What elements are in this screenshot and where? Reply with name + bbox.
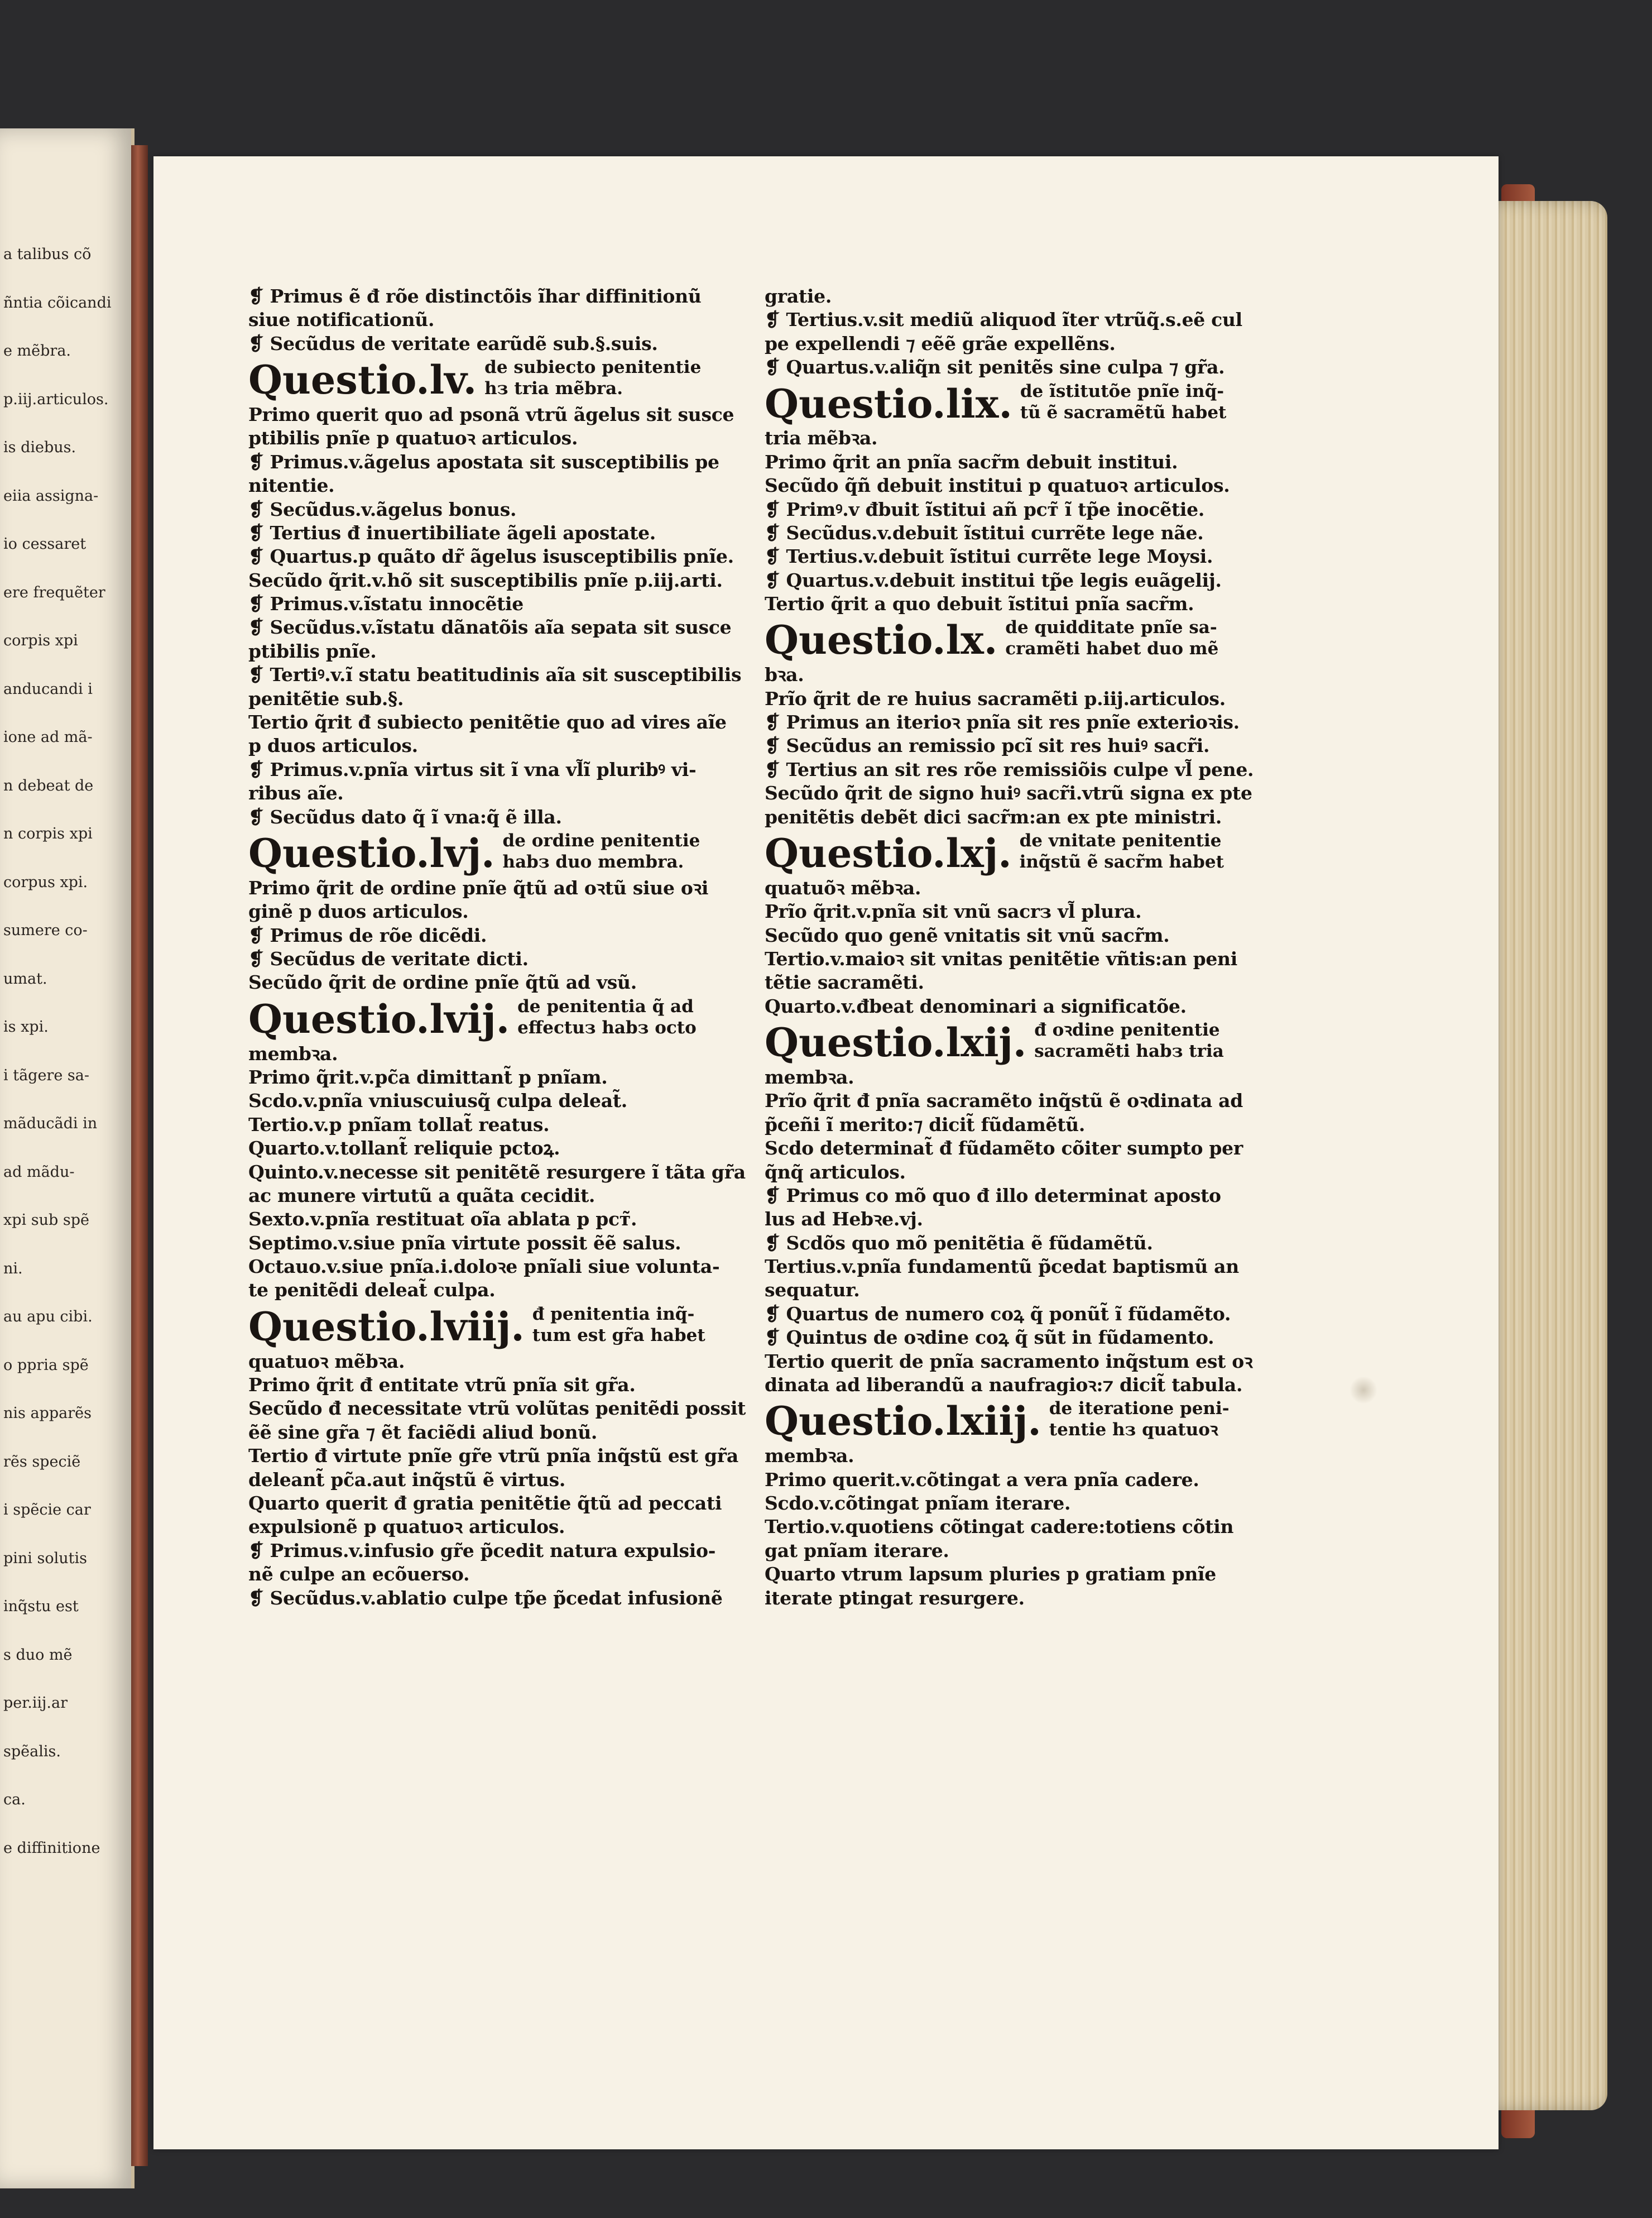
left-page-fragment: e mẽbra. (3, 342, 71, 360)
text-line: Primo q̃rit đ entitate vtrũ pnĩa sit gr̃a. (248, 1374, 636, 1396)
left-page-fragment: inq̃stu est (3, 1598, 79, 1615)
text-line: ❡ Secũdus.v.debuit ĩstitui currẽte lege nãe. (765, 521, 1204, 544)
text-line: Tertius.v.pnĩa fundamentũ p̃cedat baptismũ an (765, 1256, 1239, 1278)
left-page-fragment: ad mãdu- (3, 1163, 75, 1181)
left-page-fragment: is diebus. (3, 439, 76, 456)
left-page-fragment: io cessaret (3, 535, 87, 553)
main-page (153, 156, 1499, 2149)
text-line: ❡ Secũdus de veritate dicti. (248, 947, 529, 970)
question-heading (765, 1397, 1289, 1444)
text-line: te penitẽdi deleat̃ culpa. (248, 1279, 496, 1301)
text-line: Secũdo q̃rit de ordine pnĩe q̃tũ ad vsũ. (248, 971, 637, 994)
left-page-fragment: corpis xpi (3, 632, 78, 649)
left-page-fragment: pini solutis (3, 1549, 88, 1567)
question-title: Questio.lix. (765, 380, 1012, 427)
text-line: ❡ Primus.v.pnĩa virtus sit ĩ vna vl̃ĩ pluribꝰ vi- (248, 758, 697, 780)
text-line: Tertio.v.quotiens cõtingat cadere:totiens cõtin (765, 1516, 1234, 1538)
text-line: ❡ Tertiꝰ.v.ĩ statu beatitudinis aĩa sit susceptibilis (248, 664, 742, 686)
left-page-fragment: umat. (3, 970, 47, 988)
text-line: ❡ Secũdus dato q̃ ĩ vna:q̃ ẽ illa. (248, 806, 562, 828)
text-line: Sexto.v.pnĩa restituat oĩa ablata p pcт̃. (248, 1208, 637, 1230)
text-line: Tertio.v.p pnĩam tollat̃ reatus. (248, 1113, 550, 1136)
text-line: ❡ Secũdus.v.ãgelus bonus. (248, 498, 517, 520)
text-line: gat pnĩam iterare. (765, 1539, 949, 1561)
text-line: membꝛa. (765, 1066, 854, 1088)
left-page-fragment: mãducãdi in (3, 1115, 98, 1132)
text-line: quatuõꝛ mẽbꝛa. (765, 876, 921, 899)
text-line: Secũdo q̃rit.v.hõ sit susceptibilis pnĩe p.iij.arti. (248, 569, 723, 591)
text-line: ac munere virtutũ a quãta cecidit. (248, 1184, 596, 1206)
text-line: ptibilis pnĩe p quatuoꝛ articulos. (248, 427, 578, 449)
question-subtitle: tum est gr̃a habet (532, 1325, 705, 1345)
left-page-fragment: au apu cibi. (3, 1308, 93, 1325)
text-line: dinata ad liberandũ a naufragioꝛ:⁊ dicit̃ tabula. (765, 1374, 1243, 1396)
left-page-fragment: p.iij.articulos. (3, 390, 109, 408)
question-heading (765, 380, 1289, 427)
text-line: Scdo.v.pnĩa vniuscuiusq̃ culpa deleat̃. (248, 1090, 627, 1112)
left-page-fragment: n debeat de (3, 777, 94, 794)
question-subtitle: đ oꝛdine penitentie (1034, 1020, 1220, 1041)
text-line: ❡ Tertius.v.debuit ĩstitui currẽte lege Moysi. (765, 545, 1213, 568)
question-title: Questio.lvj. (248, 830, 495, 876)
question-subtitle: effectuз habз octo (517, 1017, 697, 1038)
text-line: Tertio q̃rit đ subiecto penitẽtie quo ad vires aĩe (248, 711, 727, 734)
left-page-fragment: s duo mẽ (3, 1646, 73, 1664)
left-page-fragment: i tãgere sa- (3, 1066, 89, 1084)
text-line: Scdo.v.cõtingat pnĩam iterare. (765, 1492, 1071, 1514)
left-page-fragment: xpi sub spẽ (3, 1211, 89, 1229)
text-line: Primo querit quo ad psonã vtrũ ãgelus sit susce (248, 403, 734, 425)
text-line: nẽ culpe an ecõuerso. (248, 1563, 470, 1585)
question-heading (765, 829, 1289, 876)
left-page-fragment: i spẽcie car (3, 1501, 91, 1518)
text-line: Tertio q̃rit a quo debuit ĩstitui pnĩa sacr̃m. (765, 593, 1194, 615)
question-subtitle: habз duo membra. (502, 852, 684, 872)
text-line: ❡ Secũdus an remissio pcĩ sit res huiꝰ sacr̃i. (765, 735, 1210, 757)
text-line: ❡ Primus de rõe dicẽdi. (248, 924, 487, 946)
text-line: membꝛa. (765, 1445, 854, 1467)
text-line: Prĩo q̃rit de re huius sacramẽti p.iij.articulos. (765, 687, 1226, 710)
text-line: ❡ Quartus de numero coꝝ q̃ ponũt̃ ĩ fũdamẽto. (765, 1302, 1231, 1325)
left-page-fragment: is xpi. (3, 1018, 49, 1036)
question-heading (248, 829, 756, 876)
left-page-fragment: ni. (3, 1259, 23, 1277)
text-line: gratie. (765, 285, 832, 307)
left-page-fragment: a talibus cõ (3, 246, 92, 263)
question-subtitle: de vnitate penitentie (1019, 831, 1222, 851)
text-line: tria mẽbꝛa. (765, 427, 878, 449)
text-line: siue notificationũ. (248, 309, 435, 331)
text-line: Primo q̃rit.v.pc̃a dimittant̃ p pnĩam. (248, 1066, 608, 1088)
question-title: Questio.lviij. (248, 1303, 525, 1350)
text-line: ginẽ p duos articulos. (248, 900, 469, 923)
text-line: p̃ceñi ĩ merito:⁊ dicit̃ fũdamẽtũ. (765, 1113, 1086, 1136)
text-line: Prĩo q̃rit đ pnĩa sacramẽto inq̃stũ ẽ oꝛdinata ad (765, 1090, 1243, 1112)
page-stain (1350, 1376, 1377, 1404)
text-line: ❡ Tertius.v.sit mediũ aliquod ĩter vtrũq̃.s.eẽ cul (765, 309, 1242, 331)
text-line: tẽtie sacramẽti. (765, 971, 924, 994)
text-line: sequatur. (765, 1279, 860, 1301)
text-line: Tertio đ virtute pnĩe gr̃e vtrũ pnĩa inq̃stũ est gr̃a (248, 1445, 738, 1467)
text-line: Octauo.v.siue pnĩa.i.doloꝛe pnĩali siue volunta- (248, 1256, 720, 1278)
question-subtitle: đ penitentia inq̃- (532, 1304, 695, 1324)
left-page-fragment: ñntia cõicandi (3, 294, 112, 312)
question-title: Questio.lxij. (765, 1019, 1027, 1066)
left-page-fragment: sumere co- (3, 922, 88, 939)
page-block-fore-edge (1485, 201, 1607, 2110)
text-line: Septimo.v.siue pnĩa virtute possit ẽẽ salus. (248, 1232, 681, 1254)
text-line: Quarto.v.đbeat denominari a significatõe. (765, 995, 1187, 1017)
text-line: ptibilis pnĩe. (248, 640, 377, 662)
text-line: Primo q̃rit an pnĩa sacr̃m debuit institui. (765, 451, 1178, 473)
text-line: pe expellendi ⁊ eẽẽ grãe expellẽns. (765, 332, 1116, 355)
text-line: membꝛa. (248, 1042, 338, 1065)
question-subtitle: de penitentia q̃ ad (517, 996, 694, 1017)
right-text-column (765, 285, 1289, 1610)
question-subtitle: de quidditate pnĩe sa- (1005, 617, 1217, 638)
left-page-fragment: eiia assigna- (3, 487, 99, 505)
question-subtitle: tũ ẽ sacramẽtũ habet (1020, 402, 1227, 423)
left-page-fragment: rẽs speciẽ (3, 1453, 81, 1470)
text-line: ❡ Quartus.v.debuit institui tp̃e legis euãgelij. (765, 569, 1222, 591)
question-heading (248, 356, 756, 403)
facing-left-page (0, 128, 135, 2188)
left-page-fragment: e diffinitione (3, 1839, 100, 1857)
text-line: ❡ Primus.v.ãgelus apostata sit susceptibilis pe (248, 451, 719, 473)
question-subtitle: cramẽti habet duo mẽ (1005, 639, 1219, 659)
text-line: nitentie. (248, 475, 335, 497)
question-heading (765, 1018, 1289, 1066)
text-line: p duos articulos. (248, 735, 418, 757)
text-line: ❡ Primus co mõ quo đ illo determinat aposto (765, 1184, 1221, 1206)
text-line: ❡ Secũdus.v.ĩstatu dãnatõis aĩa sepata sit susce (248, 616, 732, 639)
left-page-fragment: anducandi i (3, 680, 93, 698)
left-page-fragment: n corpis xpi (3, 825, 93, 842)
text-line: Tertio.v.maioꝛ sit vnitas penitẽtie vñtis:an peni (765, 947, 1237, 970)
text-line: penitẽtie sub.§. (248, 687, 404, 710)
text-line: Quinto.v.necesse sit penitẽtẽ resurgere ĩ tãta gr̃a (248, 1161, 746, 1183)
question-subtitle: de ĩstitutõe pnĩe inq̃- (1020, 381, 1224, 401)
text-line: ❡ Primꝰ.v đbuit ĩstitui añ pcт̃ ĩ tp̃e inocẽtie. (765, 498, 1205, 520)
left-text-column (248, 285, 756, 1610)
left-page-fragment: ere frequẽter (3, 583, 105, 601)
question-title: Questio.lvij. (248, 995, 510, 1042)
text-line: ❡ Tertius an sit res rõe remissiõis culpe vl̃ pene. (765, 758, 1254, 780)
left-page-fragment: o ppria spẽ (3, 1356, 89, 1374)
text-line: Prĩo q̃rit.v.pnĩa sit vnũ sacrз vl̃ plura. (765, 900, 1142, 923)
text-line: ❡ Secũdus.v.ablatio culpe tp̃e p̃cedat infusionẽ (248, 1587, 723, 1609)
text-line: Secũdo q̃rit de signo huiꝰ sacr̃i.vtrũ signa ex pte (765, 782, 1252, 804)
text-line: ❡ Quintus de oꝛdine coꝝ q̃ sũt in fũdamento. (765, 1326, 1214, 1349)
text-line: ❡ Primus an iterioꝛ pnĩa sit res pnĩe exterioꝛis. (765, 711, 1240, 734)
text-line: ❡ Primus ẽ đ rõe distinctõis ĩhar diffinitionũ (248, 285, 702, 307)
question-title: Questio.lv. (248, 357, 477, 404)
text-line: ❡ Primus.v.ĩstatu innocẽtie (248, 593, 524, 615)
text-line: Scdo determinat̃ đ fũdamẽto cõiter sumpto per (765, 1137, 1243, 1160)
question-heading (248, 995, 756, 1042)
text-line: Quarto querit đ gratia penitẽtie q̃tũ ad peccati (248, 1492, 722, 1514)
text-line: ❡ Tertius đ inuertibiliate ãgeli apostate. (248, 521, 656, 544)
left-page-fragment: spẽalis. (3, 1742, 61, 1760)
text-line: penitẽtis debẽt dici sacr̃m:an ex pte ministri. (765, 806, 1222, 828)
text-line: deleant̃ pc̃a.aut inq̃stũ ẽ virtus. (248, 1468, 566, 1491)
text-line: bꝛa. (765, 664, 804, 686)
text-line: Quarto vtrum lapsum pluries p gratiam pnĩe (765, 1563, 1216, 1585)
question-title: Questio.lxj. (765, 830, 1012, 877)
text-line: ❡ Quartus.p quãto dr̃ ãgelus isusceptibilis pnĩe. (248, 545, 734, 568)
text-line: ❡ Quartus.v.aliq̃n sit penitẽs sine culpa ⁊ gr̃a. (765, 356, 1225, 379)
text-line: Primo q̃rit de ordine pnĩe q̃tũ ad oꝛtũ siue oꝛi (248, 876, 709, 899)
text-line: ribus aĩe. (248, 782, 344, 804)
left-page-fragment: ca. (3, 1791, 26, 1808)
question-title: Questio.lxiij. (765, 1398, 1041, 1445)
text-line: ❡ Secũdus de veritate earũdẽ sub.§.suis. (248, 332, 658, 355)
left-page-fragment: ione ad mã- (3, 729, 93, 746)
left-page-fragment: corpus xpi. (3, 873, 88, 891)
question-subtitle: inq̃stũ ẽ sacr̃m habet (1019, 852, 1224, 873)
text-line: Secũdo đ necessitate vtrũ volũtas penitẽdi possit (248, 1397, 746, 1420)
text-line: Primo querit.v.cõtingat a vera pnĩa cadere. (765, 1468, 1199, 1491)
text-line: ❡ Scdõs quo mõ penitẽtia ẽ fũdamẽtũ. (765, 1232, 1153, 1254)
question-heading (248, 1302, 756, 1350)
question-subtitle: de subiecto penitentie (484, 357, 702, 378)
question-heading (765, 616, 1289, 663)
text-line: q̃nq̃ articulos. (765, 1161, 906, 1183)
text-line: iterate ptingat resurgere. (765, 1587, 1025, 1609)
question-subtitle: de iteratione peni- (1049, 1398, 1230, 1419)
text-line: ❡ Primus.v.infusio gr̃e p̃cedit natura expulsio- (248, 1539, 716, 1561)
text-line: ẽẽ sine gr̃a ⁊ ẽt faciẽdi aliud bonũ. (248, 1421, 598, 1443)
text-line: expulsionẽ p quatuoꝛ articulos. (248, 1516, 565, 1538)
question-subtitle: hз tria mẽbra. (484, 379, 623, 399)
question-subtitle: de ordine penitentie (502, 831, 700, 851)
text-line: quatuoꝛ mẽbꝛa. (248, 1350, 405, 1372)
text-line: Secũdo q̃ñ debuit institui p quatuoꝛ articulos. (765, 475, 1230, 497)
text-line: Secũdo quo genẽ vnitatis sit vnũ sacr̃m. (765, 924, 1170, 946)
text-line: Tertio querit de pnĩa sacramento inq̃stum est oꝛ (765, 1350, 1253, 1372)
text-line: lus ad Hebꝛe.vj. (765, 1208, 923, 1230)
text-line: Quarto.v.tollant̃ reliquie pctoꝝ. (248, 1137, 560, 1160)
question-subtitle: tentie hз quatuoꝛ (1049, 1420, 1218, 1440)
binding-spine (131, 145, 148, 2166)
left-page-fragment: per.iij.ar (3, 1694, 68, 1712)
left-page-fragment: nis apparẽs (3, 1405, 92, 1422)
question-subtitle: sacramẽti habз tria (1034, 1041, 1224, 1062)
question-title: Questio.lx. (765, 617, 998, 664)
